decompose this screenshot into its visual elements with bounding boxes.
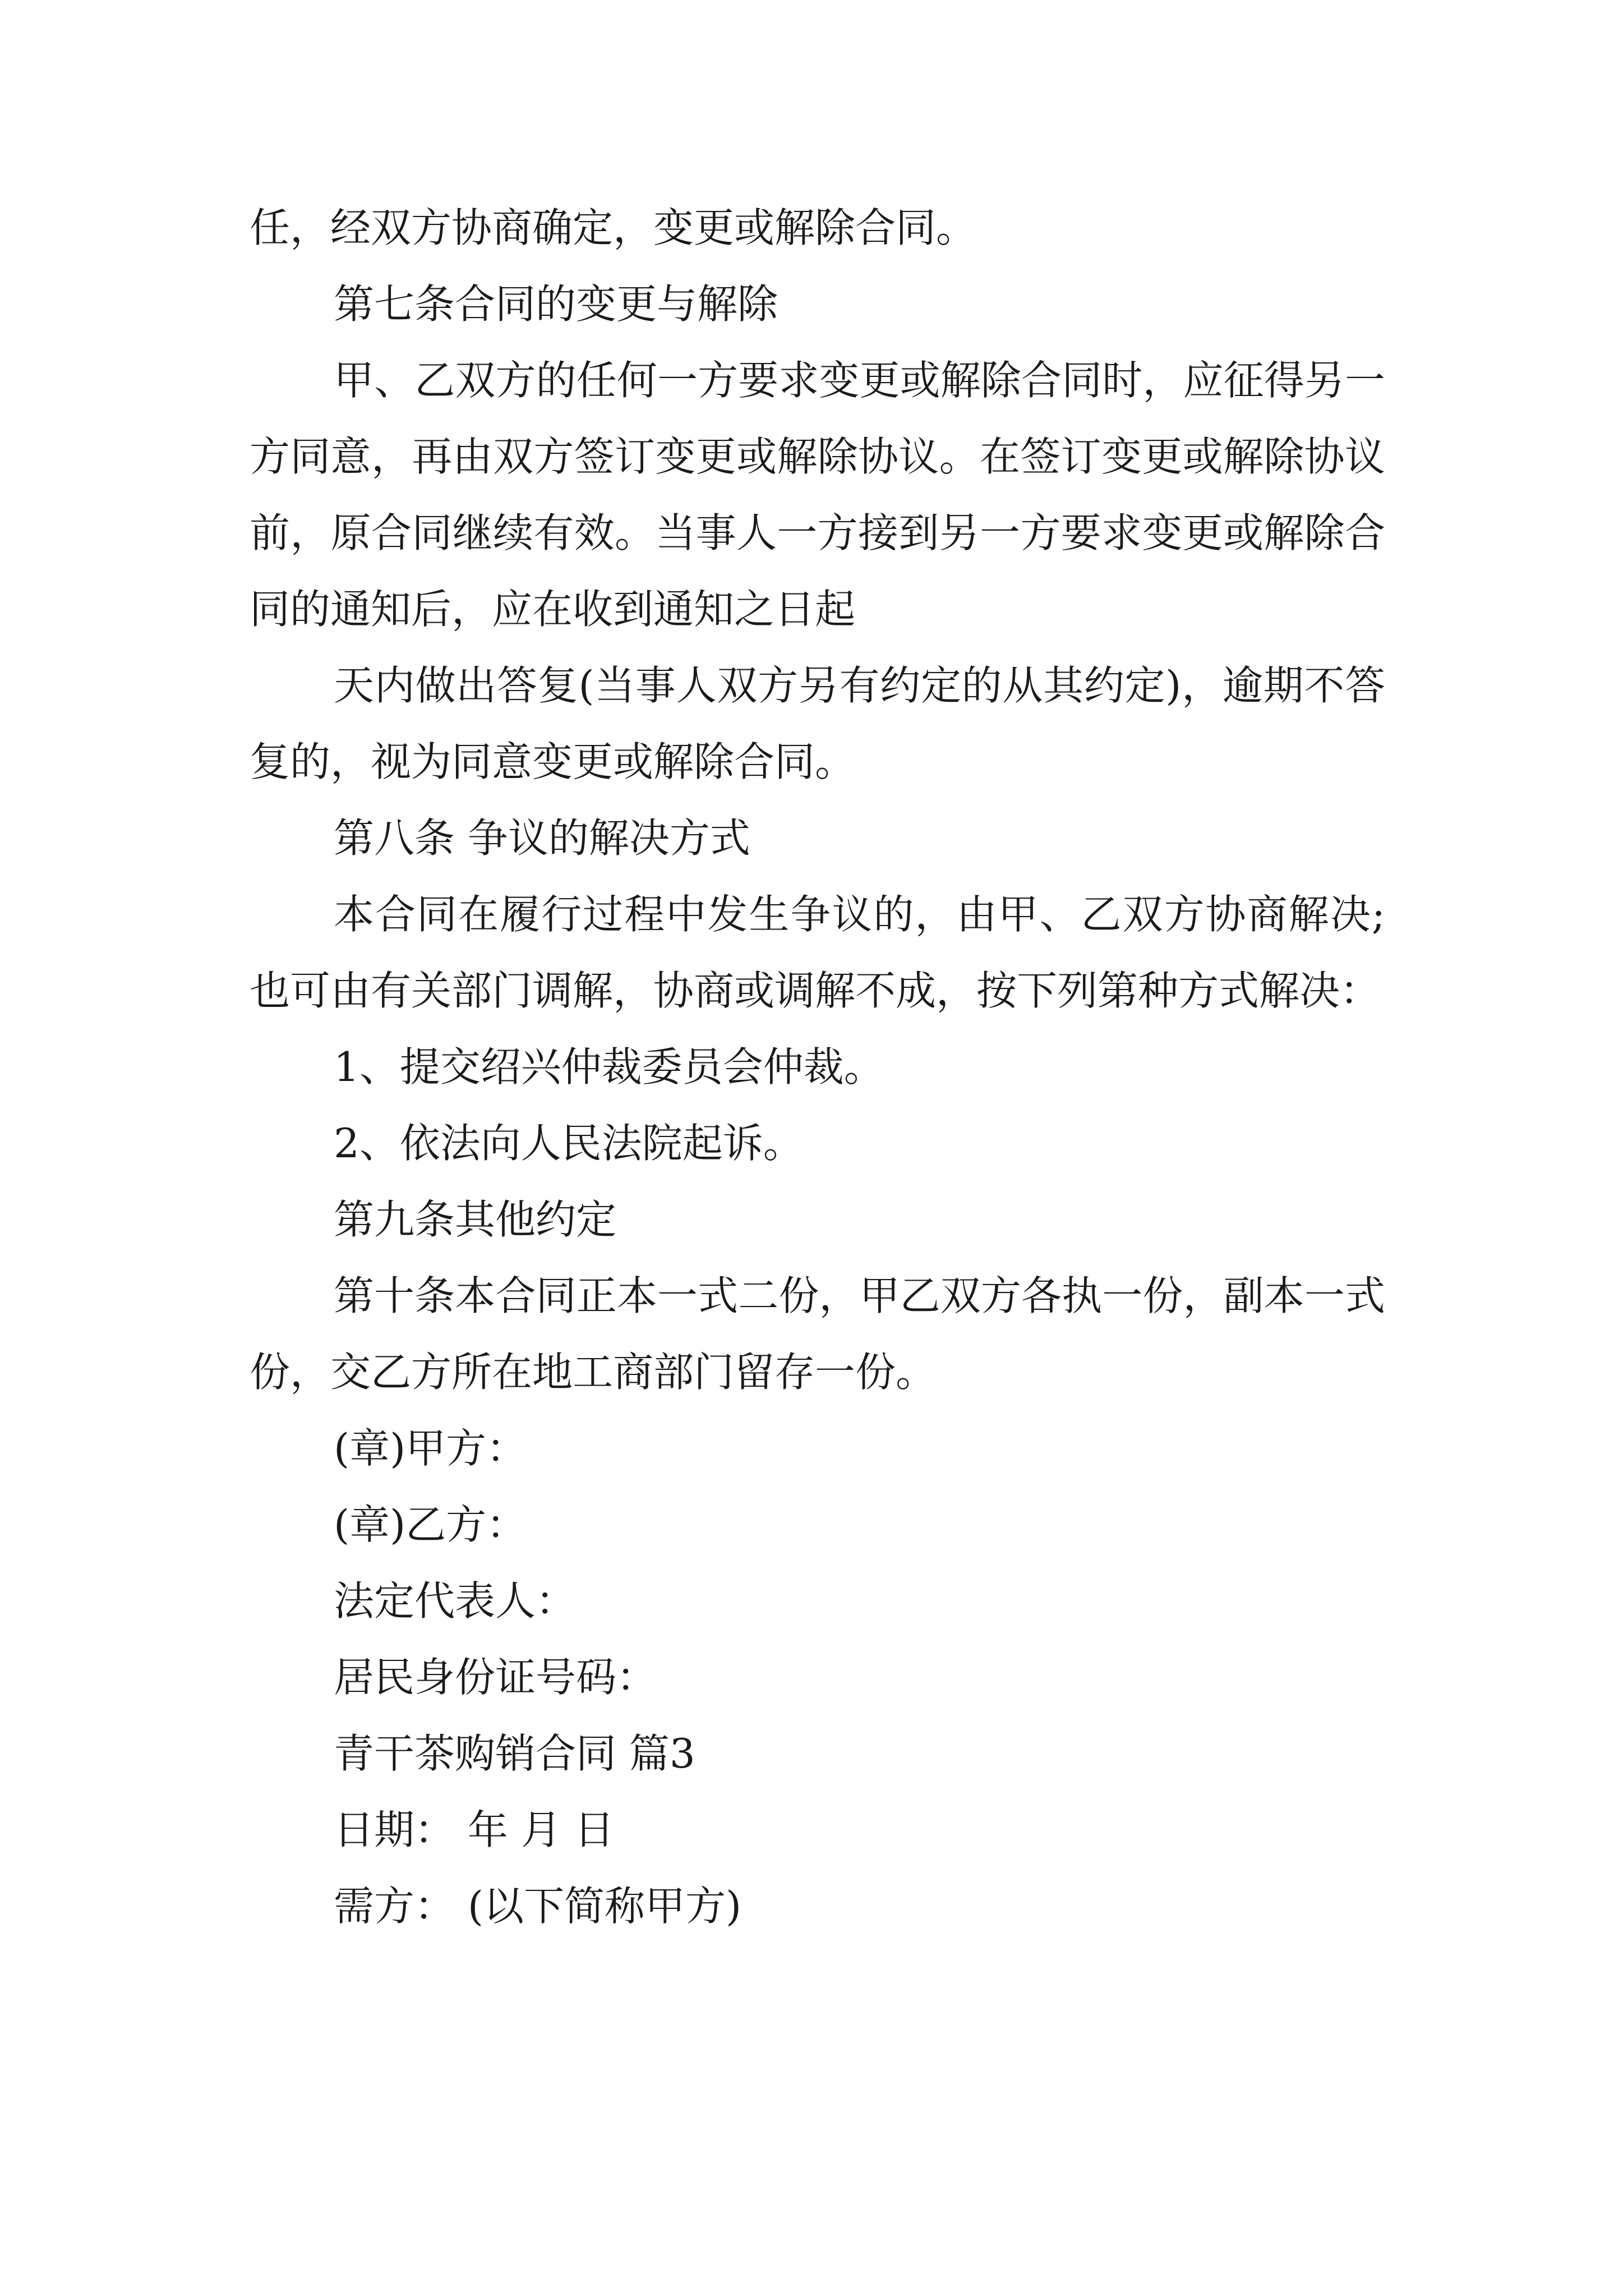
heading-article-7: 第七条合同的变更与解除 — [334, 280, 778, 328]
date-field: 日期： 年 月 日 — [334, 1806, 615, 1853]
list-item-arbitration: 1、提交绍兴仲裁委员会仲裁。 — [334, 1043, 884, 1091]
heading-article-8: 第八条 争议的解决方式 — [334, 815, 750, 862]
heading-article-9: 第九条其他约定 — [334, 1196, 617, 1243]
paragraph-article-7-reply: 天内做出答复(当事人双方另有约定的从其约定)，逾期不答复的，视为同意变更或解除合同。 — [250, 662, 1385, 785]
signature-party-a: (章)甲方： — [334, 1425, 527, 1472]
paragraph-contract-termination-end: 任，经双方协商确定，变更或解除合同。 — [250, 204, 977, 251]
paragraph-article-8-body: 本合同在履行过程中发生争议的，由甲、乙双方协商解决;也可由有关部门调解，协商或调解不成，按下列第种方式解决： — [250, 891, 1385, 1014]
paragraph-article-10: 第十条本合同正本一式二份，甲乙双方各执一份，副本一式 份，交乙方所在地工商部门留存一份。 — [250, 1272, 1398, 1396]
section-title-part-3: 青干茶购销合同 篇3 — [334, 1730, 695, 1777]
legal-representative-field: 法定代表人： — [334, 1577, 577, 1625]
signature-party-b: (章)乙方： — [334, 1501, 527, 1548]
id-number-field: 居民身份证号码： — [334, 1654, 657, 1701]
document-body — [250, 190, 1398, 1944]
list-item-lawsuit: 2、依法向人民法院起诉。 — [334, 1120, 804, 1167]
paragraph-article-7-body: 甲、乙双方的任何一方要求变更或解除合同时，应征得另一方同意，再由双方签订变更或解除协议。在签订变更或解除协议前，原合同继续有效。当事人一方接到另一方要求变更或解除合同的通知后，应在收到通知之日起 — [250, 357, 1385, 633]
buyer-field: 需方： (以下简称甲方) — [334, 1883, 742, 1930]
